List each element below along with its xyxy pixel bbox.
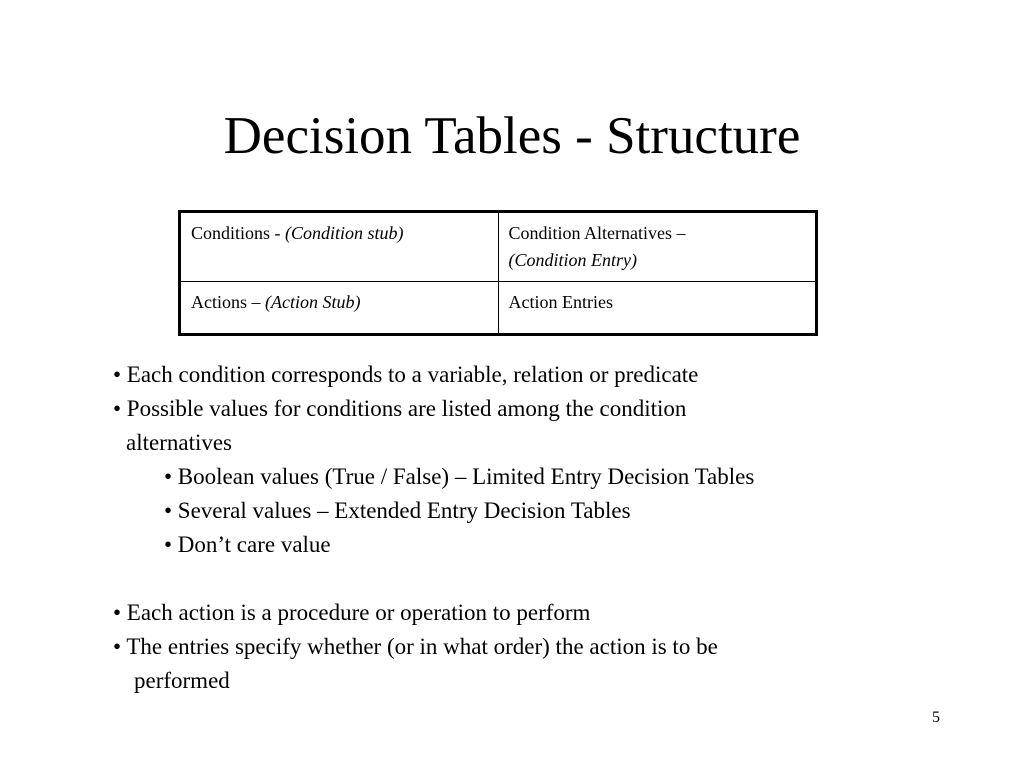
condition-stub-note: (Condition stub): [285, 223, 404, 243]
condition-entry-cell: [498, 212, 817, 282]
bullet-action-procedure: • Each action is a procedure or operation to perform: [113, 600, 591, 625]
condition-entry-label: Condition Alternatives –: [508, 223, 686, 243]
action-stub-note: (Action Stub): [265, 292, 361, 312]
action-entry-label: Action Entries: [508, 292, 613, 312]
bullet-list: [113, 358, 933, 698]
sub-bullet-dont-care: • Don’t care value: [164, 532, 331, 557]
slide-title: Decision Tables - Structure: [223, 107, 801, 165]
condition-entry-note: (Condition Entry): [508, 250, 637, 270]
sub-bullet-several-values: • Several values – Extended Entry Decision Tables: [164, 498, 631, 523]
table-row-conditions: [180, 212, 817, 282]
bullet-entries-specify-continued: performed: [134, 668, 230, 693]
action-stub-label: Actions –: [191, 292, 265, 312]
decision-table-structure: [178, 210, 818, 336]
bullet-possible-values: • Possible values for conditions are listed among the condition: [113, 396, 687, 421]
page-number: 5: [932, 709, 940, 726]
sub-bullet-boolean-values: • Boolean values (True / False) – Limited Entry Decision Tables: [164, 464, 755, 489]
bullet-possible-values-continued: alternatives: [126, 430, 233, 455]
bullet-spacer: [113, 562, 933, 596]
bullet-conditions-variables: • Each condition corresponds to a variable, relation or predicate: [113, 362, 699, 387]
condition-stub-label: Conditions -: [191, 223, 286, 243]
table-row-actions: [180, 282, 817, 335]
action-entry-cell: [498, 282, 817, 335]
condition-stub-cell: [180, 212, 499, 282]
action-stub-cell: [180, 282, 499, 335]
bullet-entries-specify: • The entries specify whether (or in what order) the action is to be: [113, 634, 718, 659]
